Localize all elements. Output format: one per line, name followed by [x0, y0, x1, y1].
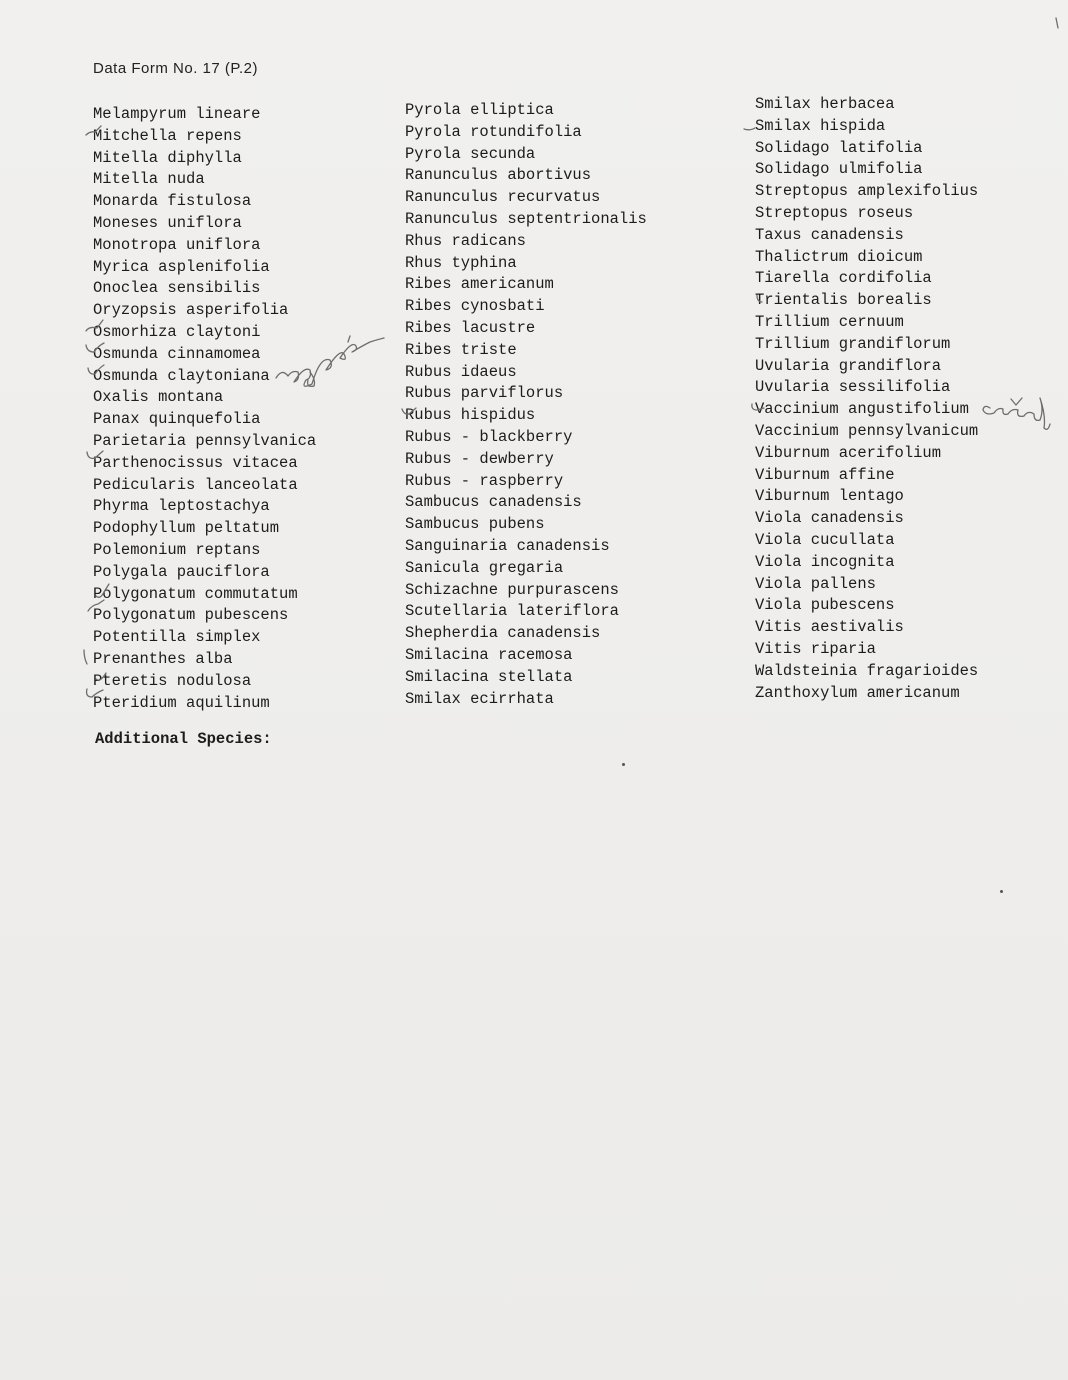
species-entry: Polygonatum pubescens	[93, 606, 289, 625]
species-entry: Melampyrum lineare	[93, 105, 261, 123]
check-mark	[84, 650, 87, 664]
species-entry: Smilax hispida	[755, 116, 886, 135]
species-entry: Trientalis borealis	[755, 291, 932, 310]
species-entry: Pyrola secunda	[405, 144, 536, 163]
species-entry: Pteridium aquilinum	[93, 693, 270, 712]
species-entry: Viola pubescens	[755, 596, 895, 615]
species-entry: Pyrola elliptica	[405, 101, 554, 119]
species-entry: Osmunda claytoniana	[93, 366, 270, 385]
species-entry: Monarda fistulosa	[93, 192, 252, 211]
species-entry: Rubus hispidus	[405, 406, 536, 425]
species-entry: Vaccinium pennsylvanicum	[755, 421, 979, 440]
species-entry: Viola pallens	[755, 574, 876, 593]
species-entry: Rubus - dewberry	[405, 449, 554, 468]
species-entry: Rubus parviflorus	[405, 384, 564, 403]
species-entry: Rubus idaeus	[405, 362, 517, 381]
species-entry: Trillium cernuum	[755, 312, 904, 331]
species-entry: Uvularia grandiflora	[755, 356, 942, 375]
species-entry: Rubus - blackberry	[405, 427, 573, 446]
species-entry: Thalictrum dioicum	[755, 247, 923, 266]
species-entry: Ribes cynosbati	[405, 297, 545, 316]
species-entry: Tiarella cordifolia	[755, 269, 932, 288]
species-entry: Smilax ecirrhata	[405, 689, 554, 708]
species-entry: Viola cucullata	[755, 530, 895, 549]
species-entry: Prenanthes alba	[93, 649, 233, 668]
form-title: Data Form No. 17 (P.2)	[93, 60, 258, 77]
species-entry: Ribes triste	[405, 340, 517, 359]
species-entry: Moneses uniflora	[93, 213, 242, 232]
species-entry: Mitchella repens	[93, 126, 242, 145]
species-entry: Sanicula gregaria	[405, 558, 564, 577]
species-entry: Vaccinium angustifolium	[755, 400, 969, 419]
species-entry: Streptopus amplexifolius	[755, 182, 979, 201]
check-mark	[744, 128, 755, 130]
species-entry: Vitis aestivalis	[755, 618, 904, 637]
species-entry: Ranunculus septentrionalis	[405, 209, 647, 228]
species-entry: Sambucus canadensis	[405, 493, 582, 512]
species-entry: Rhus radicans	[405, 231, 526, 250]
species-entry: Smilax herbacea	[755, 95, 895, 113]
species-entry: Smilacina stellata	[405, 667, 573, 686]
species-entry: Scutellaria lateriflora	[405, 602, 619, 621]
species-entry: Rubus - raspberry	[405, 471, 564, 490]
species-entry: Pyrola rotundifolia	[405, 122, 582, 141]
species-entry: Mitella diphylla	[93, 148, 242, 167]
species-entry: Osmorhiza claytoni	[93, 322, 261, 341]
species-entry: Viola incognita	[755, 552, 895, 571]
species-entry: Ribes lacustre	[405, 318, 536, 337]
paper-speck	[1000, 890, 1003, 893]
species-entry: Polemonium reptans	[93, 540, 261, 559]
species-entry: Panax quinquefolia	[93, 410, 261, 429]
species-entry: Onoclea sensibilis	[93, 279, 261, 298]
species-entry: Ranunculus abortivus	[405, 166, 592, 185]
species-entry: Trillium grandiflorum	[755, 334, 951, 353]
additional-species-label: Additional Species:	[95, 730, 272, 748]
species-entry: Osmunda cinnamomea	[93, 344, 261, 363]
species-entry: Oryzopsis asperifolia	[93, 301, 289, 320]
species-entry: Polygala pauciflora	[93, 562, 270, 581]
species-entry: Solidago ulmifolia	[755, 160, 923, 179]
species-entry: Streptopus roseus	[755, 203, 914, 222]
species-entry: Polygonatum commutatum	[93, 584, 298, 603]
species-entry: Myrica asplenifolia	[93, 257, 270, 276]
species-entry: Uvularia sessilifolia	[755, 378, 951, 397]
species-entry: Shepherdia canadensis	[405, 624, 601, 643]
species-entry: Pteretis nodulosa	[93, 671, 252, 690]
species-entry: Oxalis montana	[93, 388, 224, 407]
species-entry: Taxus canadensis	[755, 225, 904, 244]
species-entry: Parietaria pennsylvanica	[93, 431, 317, 450]
species-column-3	[755, 94, 978, 704]
species-entry: Phyrma leptostachya	[93, 497, 270, 516]
species-entry: Pedicularis lanceolata	[93, 475, 298, 494]
species-entry: Potentilla simplex	[93, 628, 261, 647]
species-entry: Sambucus pubens	[405, 515, 545, 534]
species-entry: Viburnum affine	[755, 465, 895, 484]
species-entry: Parthenocissus vitacea	[93, 453, 298, 472]
species-entry: Vitis riparia	[755, 639, 876, 658]
species-entry: Viburnum lentago	[755, 487, 904, 506]
species-entry: Sanguinaria canadensis	[405, 536, 610, 555]
species-entry: Ranunculus recurvatus	[405, 188, 601, 207]
species-entry: Solidago latifolia	[755, 138, 923, 157]
paper-speck	[622, 763, 625, 766]
species-entry: Ribes americanum	[405, 275, 554, 294]
species-entry: Waldsteinia fragarioides	[755, 661, 979, 680]
species-entry: Monotropa uniflora	[93, 235, 261, 254]
species-column-1	[93, 104, 316, 714]
species-entry: Smilacina racemosa	[405, 645, 573, 664]
species-entry: Viburnum acerifolium	[755, 443, 942, 462]
species-entry: Mitella nuda	[93, 170, 205, 189]
species-entry: Schizachne purpurascens	[405, 580, 619, 599]
species-column-2	[405, 100, 647, 710]
species-entry: Podophyllum peltatum	[93, 519, 280, 538]
species-entry: Rhus typhina	[405, 253, 517, 272]
species-entry: Viola canadensis	[755, 509, 904, 528]
handwritten-canad	[983, 398, 1050, 429]
species-entry: Zanthoxylum americanum	[755, 683, 960, 702]
